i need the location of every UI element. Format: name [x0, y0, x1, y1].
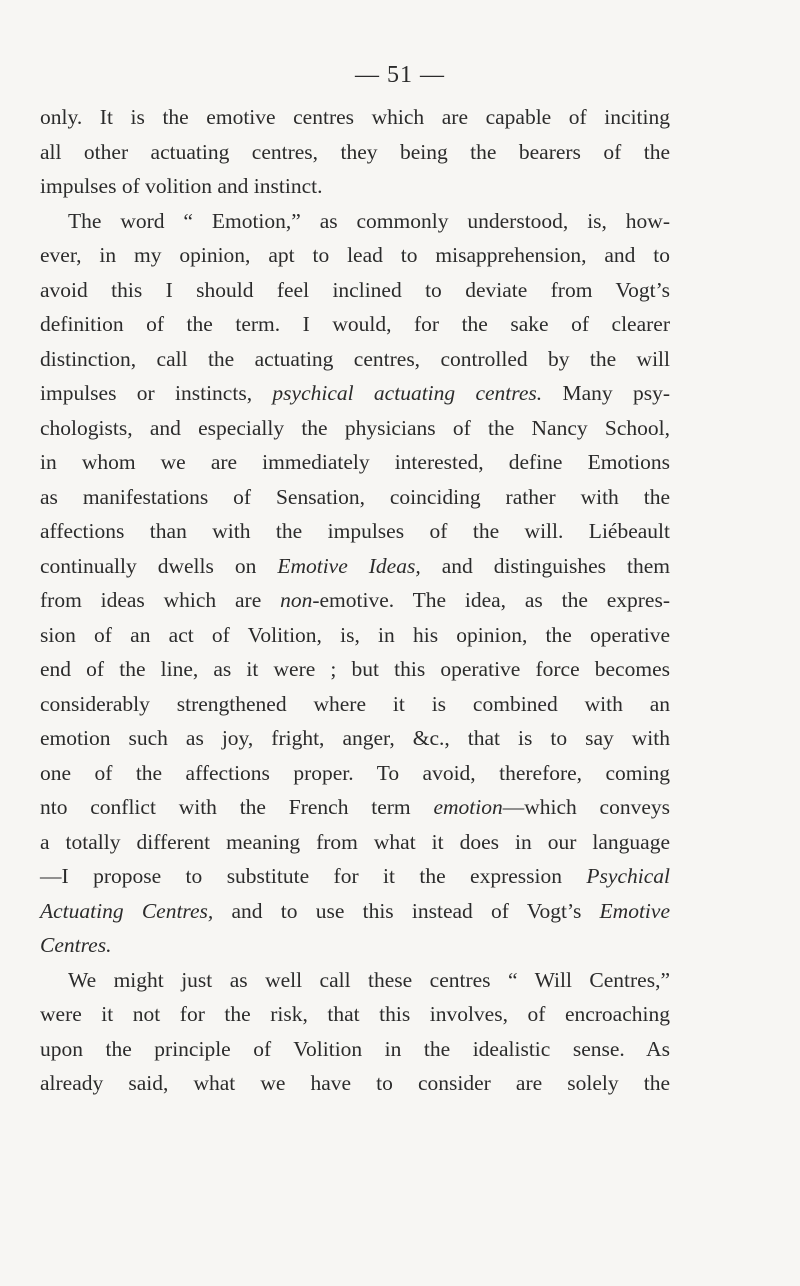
- italic-phrase: Psychical: [586, 864, 670, 888]
- text-line: one of the affections proper. To avoid, therefore, coming: [40, 760, 670, 785]
- text-line: impulses or instincts, psychical actuating centres. Many psy-: [40, 381, 670, 405]
- text-line: were it not for the risk, that this involves, of encroaching: [40, 1002, 670, 1026]
- text-line: chologists, and especially the physicians of the Nancy School,: [40, 415, 670, 440]
- text-line: sion of an act of Volition, is, in his opinion, the operative: [40, 622, 670, 647]
- italic-phrase: non: [280, 588, 313, 612]
- italic-phrase: emotion: [433, 795, 503, 819]
- text-line: The word “ Emotion,” as commonly understood, is, how-: [68, 208, 670, 233]
- text-line: affections than with the impulses of the will. Liébeault: [40, 519, 670, 543]
- page-number: — 51 —: [355, 62, 445, 88]
- text-line: continually dwells on Emotive Ideas, and distinguishes them: [40, 553, 670, 578]
- text-line: distinction, call the actuating centres, controlled by the will: [40, 346, 670, 371]
- text-line: only. It is the emotive centres which are capable of inciting: [40, 105, 670, 129]
- text-line: Actuating Centres, and to use this instead of Vogt’s Emotive: [40, 898, 670, 923]
- italic-phrase: Emotive Ideas,: [277, 553, 421, 578]
- text-line: impulses of volition and instinct.: [40, 174, 323, 198]
- italic-phrase: Emotive: [599, 898, 670, 923]
- italic-phrase: Centres.: [40, 933, 112, 957]
- text-line: —I propose to substitute for it the expression Psychical: [40, 864, 670, 888]
- text-line: emotion such as joy, fright, anger, &c., that is to say with: [40, 726, 670, 750]
- text-line: avoid this I should feel inclined to deviate from Vogt’s: [40, 277, 670, 302]
- text-line: a totally different meaning from what it does in our language: [40, 829, 670, 854]
- italic-phrase: Actuating Centres,: [40, 898, 214, 923]
- text-line: [40, 928, 670, 963]
- text-line: ever, in my opinion, apt to lead to misapprehension, and to: [40, 243, 670, 267]
- text-line: definition of the term. I would, for the sake of clearer: [40, 312, 670, 336]
- text-line: from ideas which are non-emotive. The idea, as the expres-: [40, 588, 670, 612]
- italic-phrase: psychical actuating centres.: [272, 381, 543, 405]
- body-text: [40, 100, 670, 1101]
- text-line: end of the line, as it were ; but this operative force becomes: [40, 657, 670, 681]
- text-line: considerably strengthened where it is combined with an: [40, 691, 670, 716]
- text-line: upon the principle of Volition in the idealistic sense. As: [40, 1036, 670, 1061]
- text-line: all other actuating centres, they being the bearers of the: [40, 139, 670, 164]
- text-line: as manifestations of Sensation, coinciding rather with the: [40, 484, 670, 509]
- text-line: nto conflict with the French term emotion—which conveys: [40, 795, 670, 819]
- text-line: We might just as well call these centres “ Will Centres,”: [68, 967, 670, 992]
- text-line: already said, what we have to consider are solely the: [40, 1071, 670, 1095]
- text-line: in whom we are immediately interested, define Emotions: [40, 450, 670, 474]
